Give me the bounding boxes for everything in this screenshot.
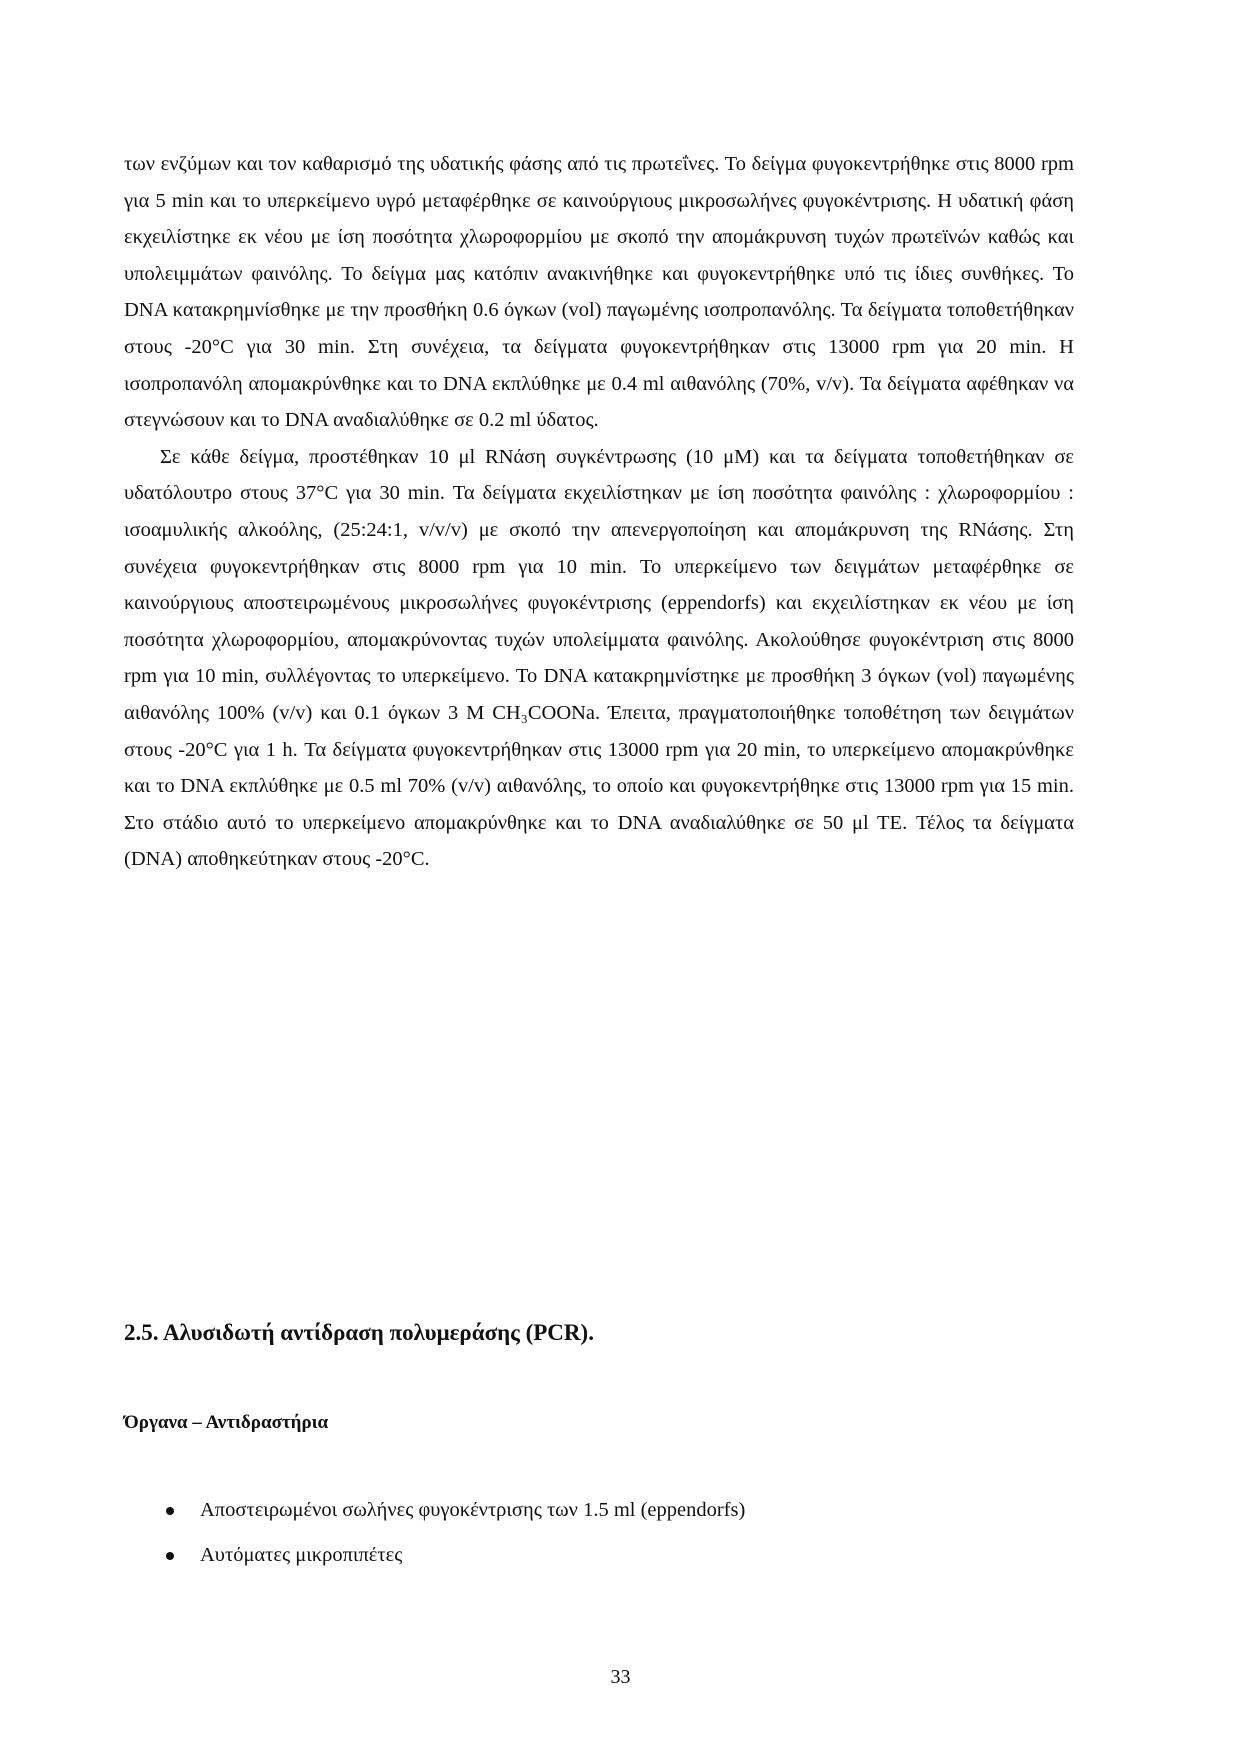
subsection-heading: Όργανα – Αντιδραστήρια <box>124 1412 329 1433</box>
paragraph-1: των ενζύμων και τον καθαρισμό της υδατικής φάσης από τις πρωτεΐνες. Το δείγμα φυγοκεντρήθηκε στις 8000 rpm για 5 min και το υπερκείμενο υγρό μεταφέρθηκε σε καινούργιους μικροσωλήνες φυγοκέντρισης. Η υδατική φάση εκχειλίστηκε εκ νέου με ίση ποσότητα χλωροφορμίου με σκοπό την απομάκρυνση τυχών πρωτεϊνών καθώς και υπολειμμάτων φαινόλης. Το δείγμα μας κατόπιν ανακινήθηκε και φυγοκεντρήθηκε υπό τις ίδιες συνθήκες. Το DNA κατακρημνίσθηκε με την προσθήκη 0.6 όγκων (vol) παγωμένης ισοπροπανόλης. Τα δείγματα τοποθετήθηκαν στους -20°C για 30 min. Στη συνέχεια, τα δείγματα φυγοκεντρήθηκαν στις 13000 rpm για 20 min. Η ισοπροπανόλη απομακρύνθηκε και το DNA εκπλύθηκε με 0.4 ml αιθανόλης (70%, v/v). Τα δείγματα αφέθηκαν να στεγνώσουν και το DNA αναδιαλύθηκε σε 0.2 ml ύδατος. <box>124 153 1074 432</box>
list-item-text: Αυτόματες μικροπιπέτες <box>200 1544 403 1566</box>
list-item <box>124 1533 1074 1578</box>
bullet-icon <box>166 1552 174 1560</box>
body-text <box>124 146 1074 878</box>
paragraph-2: Σε κάθε δείγμα, προστέθηκαν 10 μl RNάση συγκέντρωσης (10 μM) και τα δείγματα τοποθετήθηκαν σε υδατόλουτρο στους 37°C για 30 min. Τα δείγματα εκχειλίστηκαν με ίση ποσότητα φαινόλης : χλωροφορμίου : ισοαμυλικής αλκοόλης, (25:24:1, v/v/v) με σκοπό την απενεργοποίηση και απομάκρυνση της RNάσης. Στη συνέχεια φυγοκεντρήθηκαν στις 8000 rpm για 10 min. Το υπερκείμενο των δειγμάτων μεταφέρθηκε σε καινούργιους αποστειρωμένους μικροσωλήνες φυγοκέντρισης (eppendorfs) και εκχειλίστηκαν εκ νέου με ίση ποσότητα χλωροφορμίου, απομακρύνοντας τυχών υπολείμματα φαινόλης. Ακολούθησε φυγοκέντριση στις 8000 rpm για 10 min, συλλέγοντας το υπερκείμενο. Το DNA κατακρημνίστηκε με προσθήκη 3 όγκων (vol) παγωμένης αιθανόλης 100% (v/v) και 0.1 όγκων 3 M CH₃COONa. Έπειτα, πραγματοποιήθηκε τοποθέτηση των δειγμάτων στους -20°C για 1 h. Τα δείγματα φυγοκεντρήθηκαν στις 13000 rpm για 20 min, το υπερκείμενο απομακρύνθηκε και το DNA εκπλύθηκε με 0.5 ml 70% (v/v) αιθανόλης, το οποίο και φυγοκεντρήθηκε στις 13000 rpm για 15 min. Στο στάδιο αυτό το υπερκείμενο απομακρύνθηκε και το DNA αναδιαλύθηκε σε 50 μl TE. Τέλος τα δείγματα (DNA) αποθηκεύτηκαν στους -20°C. <box>124 445 1074 871</box>
list-item-text: Αποστειρωμένοι σωλήνες φυγοκέντρισης των 1.5 ml (eppendorfs) <box>200 1499 746 1521</box>
section-heading: 2.5. Αλυσιδωτή αντίδραση πολυμεράσης (PCR). <box>124 1320 594 1345</box>
list-item <box>124 1488 1074 1533</box>
page-number: 33 <box>610 1666 631 1688</box>
bullet-icon <box>166 1507 174 1515</box>
equipment-list <box>124 1488 1074 1578</box>
